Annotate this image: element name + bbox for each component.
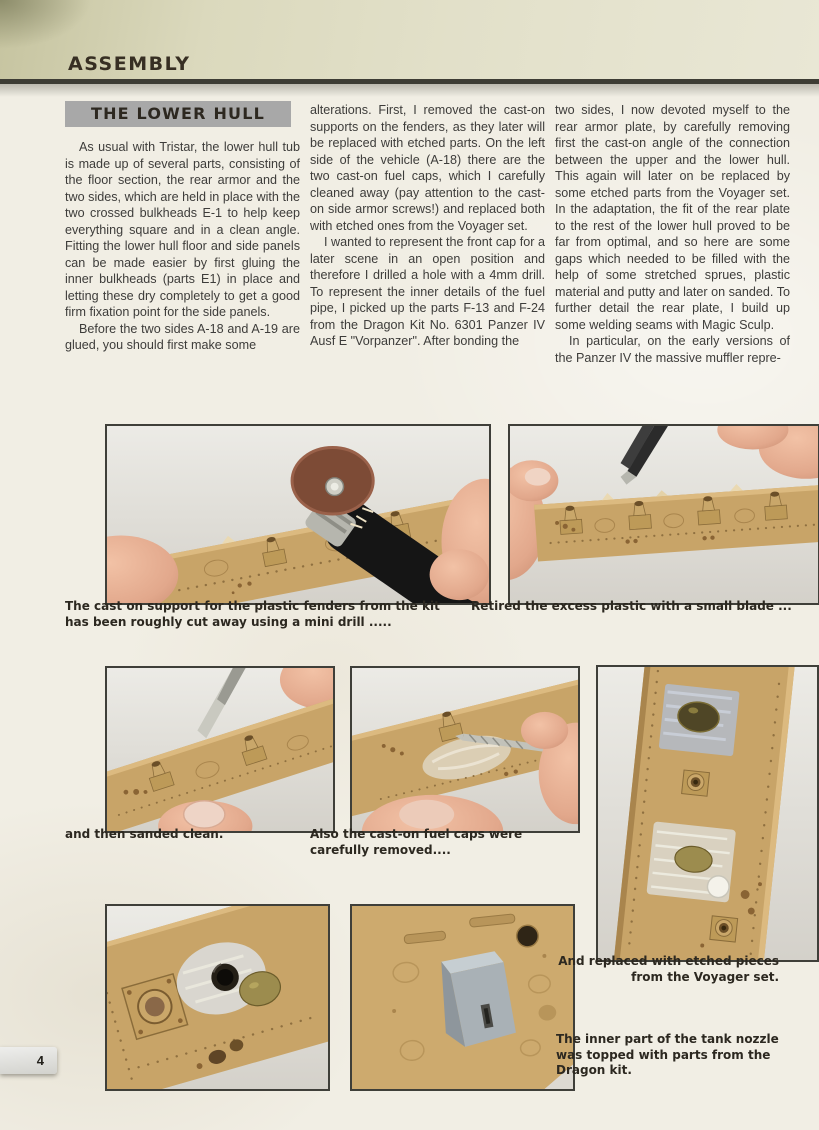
text-column-2 bbox=[310, 102, 545, 350]
section-title: THE LOWER HULL bbox=[65, 101, 291, 127]
article-paragraph: I wanted to represent the front cap for a later scene in an open position and therefore I drilled a hole with a 4mm drill. To represent the inner details of the fuel pipe, I picked up the parts F-13 and F-24 from the Dragon Kit No. 6301 Panzer IV Ausf E "Vorpanzer". After bonding the bbox=[310, 235, 545, 348]
photo-knife-scraping bbox=[105, 666, 335, 833]
header-band bbox=[0, 0, 819, 79]
photo-caption-voyager: And replaced with etched pieces from the Voyager set. bbox=[558, 954, 779, 984]
photo-caption-small-blade: Retired the excess plastic with a small blade ... bbox=[471, 599, 792, 613]
article-paragraph: Before the two sides A-18 and A-19 are glued, you should first make some bbox=[65, 321, 300, 352]
page-number-tab bbox=[0, 1047, 57, 1074]
photo-gray-nozzle-part bbox=[350, 904, 575, 1091]
photo-caption-fuel-caps: Also the cast-on fuel caps were carefully removed.... bbox=[310, 827, 523, 857]
photo-putty-brass-disc bbox=[105, 904, 330, 1091]
text-column-1 bbox=[65, 139, 300, 354]
text-column-3 bbox=[555, 102, 790, 366]
article-paragraph: As usual with Tristar, the lower hull tub is made up of several parts, consisting of the floor section, the rear armor and the two sides, which are held in place with the two crossed bulkheads E-1 to help keep everything square and in a clean angle. Fitting the lower hull floor and side panels can be made easier by first gluing the inner bulkheads (parts E1) in place and letting these dry completely to get a good firm fixation point for the side panels. bbox=[65, 140, 300, 319]
page-number: 4 bbox=[36, 1053, 44, 1068]
article-paragraph: two sides, I now devoted myself to the rear armor plate, by carefully removing first the cast-on angle of the connection between the upper and the lower hull. This again will later on be replaced by some etched parts from the Voyager set. In the adaptation, the fit of the rear plate to the rest of the lower hull proved to be far from optimal, and so here are some gaps which needed to be filled with the help of some stretched sprues, plastic material and putty and later on sanded. To further detail the rear plate, I build up some welding seams with Magic Sculp. bbox=[555, 103, 791, 332]
page-section-header: ASSEMBLY bbox=[68, 53, 191, 75]
article-paragraph: alterations. First, I removed the cast-on supports on the fenders, as they later will be replaced with etched parts. On the left side of the vehicle (A-18) there are the two cast-on fuel caps, which I carefully cleaned away (pay attention to the cast-on side armor screws!) and replaced both with etched ones from the Voyager set. bbox=[310, 103, 545, 233]
photo-caption-sanded-clean: and then sanded clean. bbox=[65, 827, 224, 841]
photo-etched-pieces bbox=[596, 665, 819, 962]
photo-caption-mini-drill: The cast on support for the plastic fenders from the kit has been roughly cut away using a mini drill ..... bbox=[65, 599, 440, 629]
photo-mini-drill-cutting bbox=[105, 424, 491, 605]
header-rule-shadow bbox=[0, 84, 819, 97]
article-paragraph: In particular, on the early versions of the Panzer IV the massive muffler repre- bbox=[555, 334, 790, 365]
photo-caption-nozzle: The inner part of the tank nozzle was topped with parts from the Dragon kit. bbox=[556, 1032, 779, 1077]
photo-blade-trimming bbox=[508, 424, 819, 605]
photo-drill-bit-fuel-cap bbox=[350, 666, 580, 833]
